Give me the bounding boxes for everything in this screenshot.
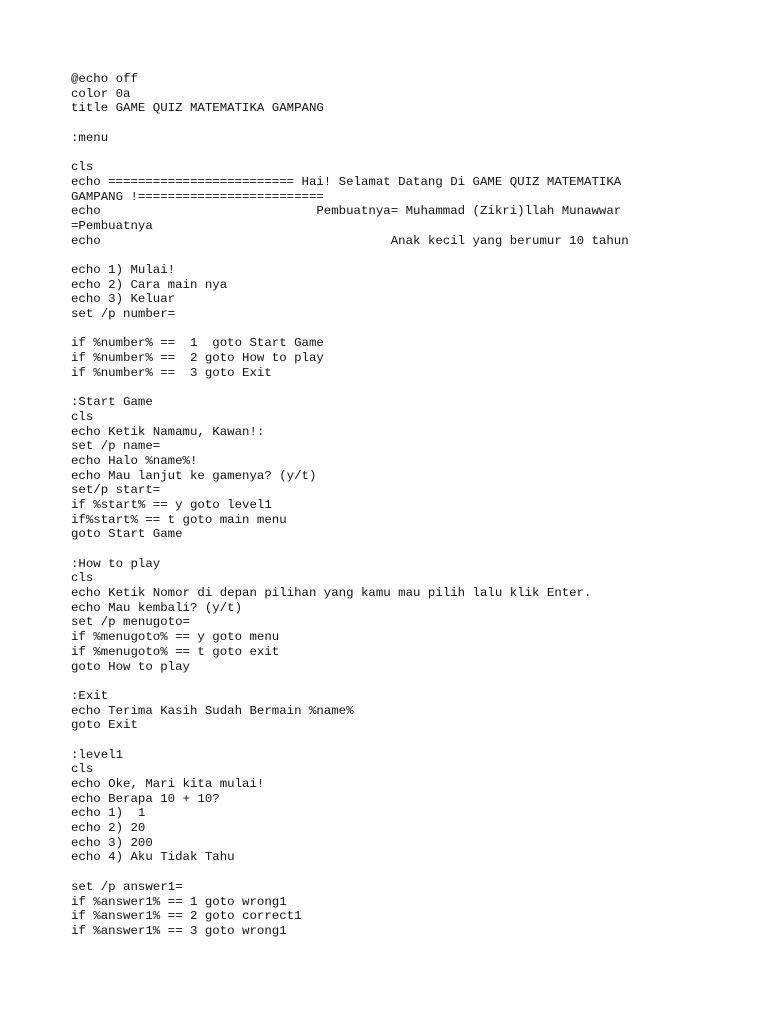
code-line: set/p start= [71,483,161,498]
code-line: color 0a [71,86,131,101]
code-line: :menu [71,130,109,145]
code-line: echo 2) Cara main nya [71,277,228,292]
code-line: :Start Game [71,395,153,410]
code-line: echo 3) Keluar [71,292,176,307]
code-line: if %number% == 2 goto How to play [71,351,324,366]
code-line: echo Ketik Namamu, Kawan!: [71,424,265,439]
code-line: echo Pembuatnya= Muhammad (Zikri)llah Munawwar [71,204,622,219]
code-line: echo 1) Mulai! [71,262,176,277]
code-line: cls [71,409,94,424]
code-line [71,542,751,557]
code-line: cls [71,160,94,175]
code-line: goto How to play [71,659,190,674]
code-line: :Exit [71,688,109,703]
code-line: echo Anak kecil yang berumur 10 tahun [71,233,629,248]
code-line: set /p name= [71,439,161,454]
code-line: echo Oke, Mari kita mulai! [71,777,265,791]
code-line: echo 2) 20 [71,821,146,836]
code-line: cls [71,762,94,777]
code-line [71,322,751,337]
code-line [71,248,751,263]
code-line: goto Start Game [71,527,183,542]
code-line [71,865,751,880]
code-line: goto Exit [71,718,138,733]
code-line: set /p menugoto= [71,615,190,630]
code-line [71,116,751,131]
code-line: =Pembuatnya [71,218,153,233]
code-line: if %start% == y goto level1 [71,497,272,512]
code-line [71,733,751,748]
code-line: echo Terima Kasih Sudah Bermain %name% [71,703,354,718]
code-line: if %answer1% == 3 goto wrong1 [71,923,287,938]
code-line: :level1 [71,747,124,762]
code-line: echo Berapa 10 + 10? [71,791,220,806]
code-line: if %number% == 1 goto Start Game [71,336,324,351]
code-line: echo Mau lanjut ke gamenya? (y/t) [71,468,317,483]
code-line: set /p answer1= [71,879,183,894]
code-line: set /p number= [71,307,176,321]
code-line: if %menugoto% == t goto exit [71,644,280,659]
code-line: echo Halo %name%! [71,453,198,468]
code-line: echo 1) 1 [71,806,146,821]
code-line: if %answer1% == 2 goto correct1 [71,909,302,924]
code-line: if %number% == 3 goto Exit [71,365,272,380]
code-line: echo 3) 200 [71,835,153,850]
code-line [71,145,751,160]
code-line: echo Mau kembali? (y/t) [71,600,243,615]
code-line [71,380,751,395]
code-line: GAMPANG !========================= [71,189,324,204]
code-line: cls [71,571,94,586]
batch-script-text [71,72,751,939]
code-line: if %answer1% == 1 goto wrong1 [71,894,287,909]
code-line: echo 4) Aku Tidak Tahu [71,850,235,865]
code-line: echo ========================= Hai! Selamat Datang Di GAME QUIZ MATEMATIKA [71,174,622,189]
code-line: :How to play [71,556,161,571]
code-line: if%start% == t goto main menu [71,512,287,527]
code-line: echo Ketik Nomor di depan pilihan yang kamu mau pilih lalu klik Enter. [71,586,592,601]
code-line: title GAME QUIZ MATEMATIKA GAMPANG [71,101,324,116]
code-line [71,674,751,689]
code-line: @echo off [71,72,138,86]
code-line: if %menugoto% == y goto menu [71,630,280,645]
